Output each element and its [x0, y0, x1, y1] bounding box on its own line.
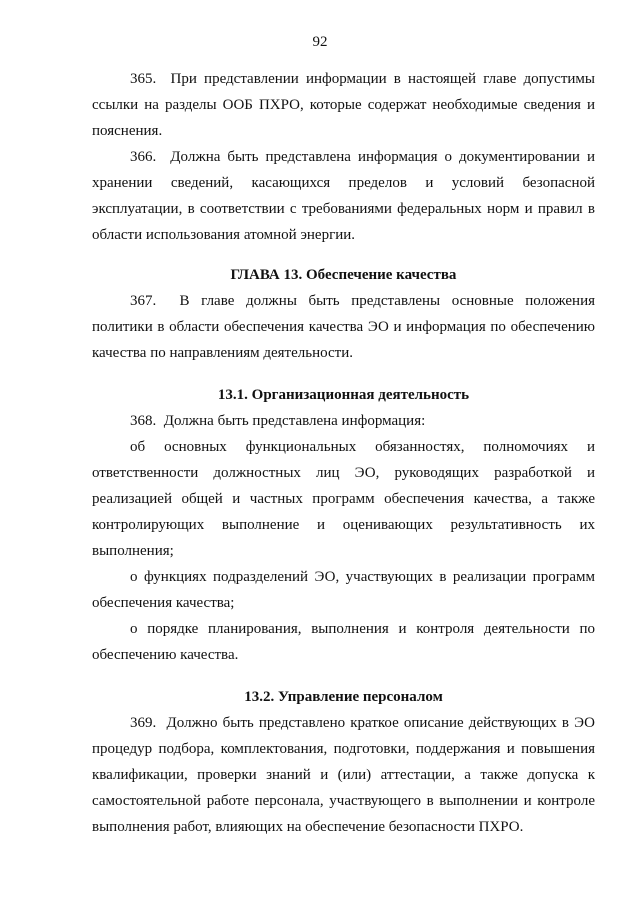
paragraph-368-item-2: о функциях подразделений ЭО, участвующих в реализации программ обеспечения качества;: [92, 569, 595, 611]
page-number: 92: [312, 34, 328, 50]
section-13-1-title: 13.1. Организационная деятельность: [217, 387, 470, 403]
paragraph-368-item-3: о порядке планирования, выполнения и контроля деятельности по обеспечению качества.: [92, 621, 595, 663]
paragraph-368-item-1: об основных функциональных обязанностях, полномочиях и ответственности должностных лиц ЭО, руководящих разработкой и реализацией общей и частных программ обеспечения качества, а также контролирующих выполнение и оценивающих результативность их выполнения;: [92, 439, 595, 559]
paragraph-367: 367. В главе должны быть представлены основные положения политики в области обеспечения качества ЭО и информация по обеспечению качества по направлениям деятельности.: [92, 293, 595, 361]
paragraph-365: 365. При представлении информации в настоящей главе допустимы ссылки на разделы ООБ ПХРО, которые содержат необходимые сведения и пояснения.: [92, 71, 595, 139]
paragraph-368: 368. Должна быть представлена информация:: [130, 413, 426, 429]
chapter-13-title: ГЛАВА 13. Обеспечение качества: [230, 267, 457, 283]
paragraph-369: 369. Должно быть представлено краткое описание действующих в ЭО процедур подбора, комплектования, подготовки, поддержания и повышения квалификации, проверки знаний и (или) аттестации, а также допуска к самостоятельной работе персонала, участвующего в выполнении и контроле выполнения работ, влияющих на обеспечение безопасности ПХРО.: [92, 715, 595, 835]
section-13-2-title: 13.2. Управление персоналом: [244, 689, 443, 705]
document-body: [92, 66, 595, 840]
paragraph-366: 366. Должна быть представлена информация о документировании и хранении сведений, касающихся пределов и условий безопасной эксплуатации, в соответствии с требованиями федеральных норм и правил в области использования атомной энергии.: [92, 149, 595, 243]
